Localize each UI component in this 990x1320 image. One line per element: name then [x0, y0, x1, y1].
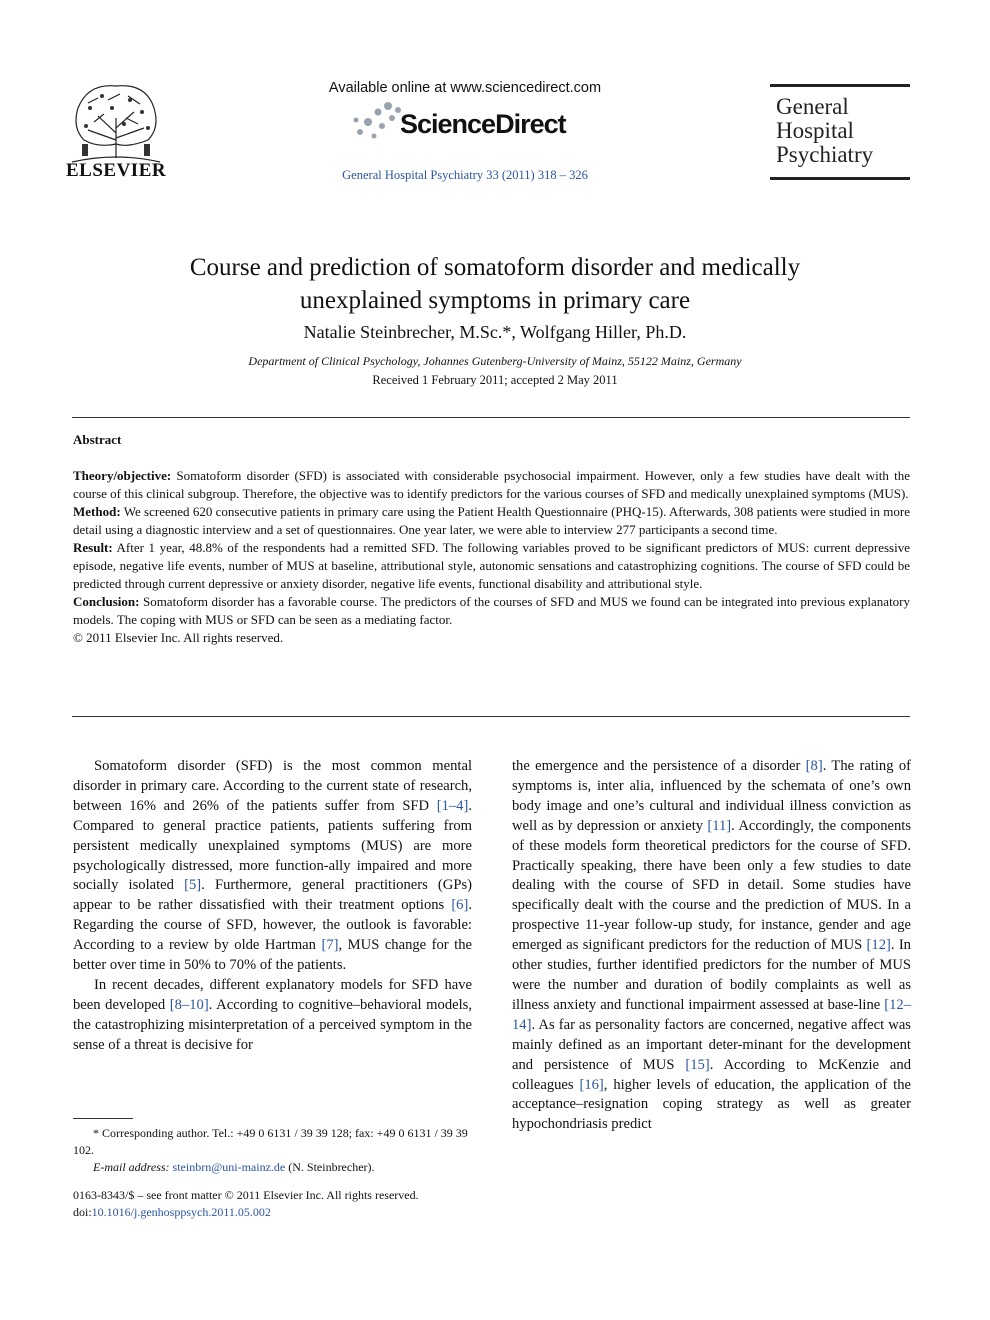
- journal-logo-bottom-bar: [770, 177, 910, 180]
- email-link[interactable]: steinbrn@uni-mainz.de: [172, 1160, 286, 1174]
- body-column-right: [512, 757, 911, 1135]
- reference-link[interactable]: [11]: [707, 817, 732, 834]
- journal-logo: [770, 84, 910, 180]
- article-title: [90, 251, 900, 317]
- body-text: . According to McKenzie and colleagues: [512, 1056, 911, 1093]
- body-text: . In other studies, further identified predictors for the number of MUS were the number and duration of bodily complaints as well as illness anxiety and functional impairment assessed at base-line: [512, 937, 911, 1013]
- journal-logo-name: [770, 87, 910, 177]
- email-owner: (N. Steinbrecher).: [285, 1160, 375, 1174]
- abstract-text: We screened 620 consecutive patients in primary care using the Patient Health Questionnaire (PHQ-15). Afterwards, 308 patients were studied in more detail using a diagnostic interview and a set of questionnaires. One year later, we were able to interview 277 participants a second time.: [73, 504, 911, 537]
- footnote: [73, 1125, 473, 1176]
- abstract-label: Result:: [73, 540, 113, 555]
- reference-link[interactable]: [1–4]: [436, 797, 469, 814]
- title-line: Course and prediction of somatoform disorder and medically: [189, 254, 801, 281]
- reference-link[interactable]: [8]: [805, 758, 823, 774]
- footnote-divider: [73, 1118, 133, 1119]
- body-paragraph: [73, 757, 472, 976]
- body-column-left: [73, 757, 472, 1056]
- title-line: unexplained symptoms in primary care: [299, 287, 691, 314]
- issn-line: 0163-8343/$ – see front matter © 2011 Elsevier Inc. All rights reserved.: [73, 1188, 419, 1202]
- reference-link[interactable]: [6]: [451, 897, 469, 914]
- doi-line: [73, 1204, 473, 1221]
- body-text: . Regarding the course of SFD, however, the outlook is favorable: According to a review by olde Hartman: [73, 897, 472, 954]
- body-text: . According to cognitive–behavioral models, the catastrophizing misinterpretation of a perceived symptom in the sense of a threat is decisive for: [73, 996, 472, 1053]
- journal-citation-link[interactable]: General Hospital Psychiatry 33 (2011) 318 – 326: [342, 168, 588, 182]
- email-note: [73, 1159, 473, 1176]
- body-paragraph: [512, 757, 911, 1135]
- abstract-text: After 1 year, 48.8% of the respondents had a remitted SFD. The following variables proved to be significant predictors of MUS: current depressive episode, negative life events, number of MUS at baseline, attributional style, autonomic sensations and catastrophizing cognitions. The course of SFD could be predicted through current depressive or anxiety disorder, negative life events, functional disability and attributional style.: [73, 540, 910, 591]
- reference-link[interactable]: [12–14]: [512, 996, 911, 1033]
- abstract-method: [73, 503, 910, 539]
- abstract-label: Conclusion:: [73, 594, 140, 609]
- journal-logo-line: Psychiatry: [776, 142, 874, 167]
- reference-link[interactable]: [7]: [321, 937, 339, 954]
- abstract-label: Theory/objective:: [73, 468, 172, 483]
- abstract-result: [73, 539, 910, 593]
- abstract-text: Somatoform disorder has a favorable course. The predictors of the courses of SFD and MUS we found can be integrated into previous explanatory models. The coping with MUS or SFD can be seen as a mediating factor.: [73, 594, 911, 627]
- reference-link[interactable]: [5]: [184, 877, 202, 894]
- doi-link[interactable]: 10.1016/j.genhosppsych.2011.05.002: [91, 1205, 271, 1219]
- divider: [72, 716, 910, 717]
- body-paragraph: [73, 976, 472, 1056]
- body-text: , higher levels of education, the application of the acceptance–resignation coping strategy as well as greater hypochondriasis predict: [512, 1076, 911, 1133]
- body-text: . As far as personality factors are concerned, negative affect was mainly defined as an important deter-minant for the development and persistence of MUS: [512, 1016, 911, 1073]
- abstract-conclusion: [73, 593, 910, 629]
- doi-label: doi:: [73, 1205, 92, 1219]
- reference-link[interactable]: [8–10]: [169, 996, 209, 1013]
- abstract-heading: Abstract: [73, 432, 122, 447]
- journal-logo-line: Hospital: [776, 118, 854, 143]
- article-dates: Received 1 February 2011; accepted 2 May 2011: [372, 373, 618, 387]
- journal-logo-line: General: [776, 94, 849, 119]
- body-text: . Compared to general practice patients, patients suffering from persistent medically unexplained symptoms (MUS) are more psychologically distressed, more function-ally impaired and more socially isolated: [73, 797, 472, 894]
- body-text: , MUS change for the better over time in 50% to 70% of the patients.: [73, 937, 473, 974]
- email-label: E-mail address:: [93, 1160, 170, 1174]
- publisher-name: ELSEVIER: [66, 160, 167, 181]
- available-online-text: Available online at www.sciencedirect.com: [328, 80, 602, 96]
- body-text: . Accordingly, the components of these models form theoretical predictors for the course of SFD. Practically speaking, there have been only a few studies to date dealing with the course of SFD in detail. Some studies have specifically dealt with the course and the prediction of MUS. In a prospective 11-year follow-up study, for instance, gender and age emerged as significant predictors for the reduction of MUS: [512, 817, 912, 954]
- article-authors: Natalie Steinbrecher, M.Sc.*, Wolfgang Hiller, Ph.D.: [303, 322, 687, 342]
- abstract-text: Somatoform disorder (SFD) is associated with considerable psychosocial impairment. However, only a few studies have dealt with the course of this clinical subgroup. Therefore, the objective was to identify predictors for the various courses of SFD and medically unexplained symptoms (MUS).: [73, 468, 911, 501]
- body-text: the emergence and the persistence of a disorder: [512, 758, 806, 774]
- abstract-body: [73, 467, 910, 647]
- body-text: . Furthermore, general practitioners (GPs) appear to be rather dissatisfied with their treatment options: [73, 877, 472, 914]
- divider: [72, 417, 910, 418]
- reference-link[interactable]: [12]: [866, 937, 891, 954]
- copyright-notice: © 2011 Elsevier Inc. All rights reserved.: [73, 630, 284, 645]
- reference-link[interactable]: [15]: [685, 1056, 710, 1073]
- reference-link[interactable]: [16]: [579, 1076, 604, 1093]
- sciencedirect-dots-icon: [348, 100, 404, 142]
- sciencedirect-wordmark: ScienceDirect: [400, 109, 566, 139]
- body-text: . The rating of symptoms is, inter alia, influenced by the schemata of one’s own body image and one’s cultural and individual illness conviction as well as by depression or anxiety: [512, 758, 911, 834]
- front-matter-info: [73, 1187, 473, 1221]
- corresponding-author-note: * Corresponding author. Tel.: +49 0 6131 / 39 39 128; fax: +49 0 6131 / 39 39 102.: [73, 1126, 468, 1157]
- body-text: In recent decades, different explanatory models for SFD have been developed: [73, 976, 472, 1013]
- abstract-label: Method:: [73, 504, 121, 519]
- body-text: Somatoform disorder (SFD) is the most common mental disorder in primary care. According to the current state of research, between 16% and 26% of the patients suffer from SFD: [73, 758, 472, 814]
- author-affiliation: Department of Clinical Psychology, Johannes Gutenberg-University of Mainz, 55122 Mainz, Germany: [248, 354, 742, 368]
- abstract-theory: [73, 467, 910, 503]
